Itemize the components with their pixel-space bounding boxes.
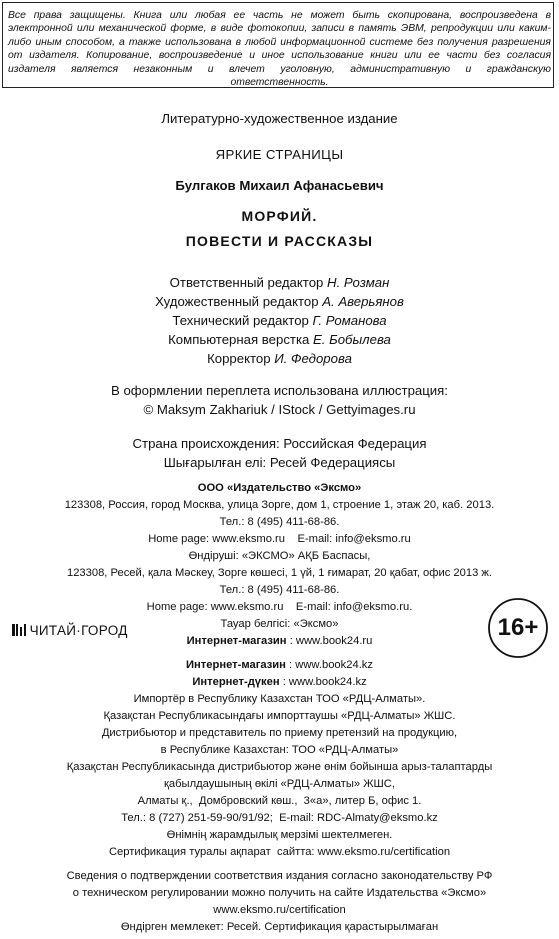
copyright-box xyxy=(2,2,554,88)
credit-person: Н. Розман xyxy=(327,275,390,290)
certification-line: Өндірген мемлекет: Ресей. Сертификация қарастырылмаған xyxy=(120,921,439,933)
credit-person: Е. Бобылева xyxy=(313,332,391,347)
shop-label: Интернет-дүкен xyxy=(192,676,280,688)
credit-line xyxy=(0,275,559,290)
illustration-credit: © Maksym Zakhariuk / IStock / Gettyimages.ru xyxy=(143,402,416,417)
distribution-line: Қазақстан Республикасындағы импорттаушы «РДЦ-Алматы» ЖШС. xyxy=(103,710,456,722)
book-title-line1: МОРФИЙ. xyxy=(241,208,318,224)
credit-role: Ответственный редактор xyxy=(169,275,328,290)
shop-url: : www.book24.ru xyxy=(286,635,373,647)
certification-line: www.eksmo.ru/certification xyxy=(213,904,346,916)
credit-role: Художественный редактор xyxy=(155,294,323,309)
shop-label: Интернет-магазин xyxy=(186,635,287,647)
credit-person: А. Аверьянов xyxy=(322,294,404,309)
certification-line: о техническом регулировании можно получить на сайте Издательства «Эксмо» xyxy=(72,887,487,899)
series-name: ЯРКИЕ СТРАНИЦЫ xyxy=(215,147,344,162)
distribution-line: қабылдаушының өкілі «РДЦ-Алматы» ЖШС, xyxy=(164,778,395,790)
credit-person: И. Федорова xyxy=(274,351,352,366)
chitai-gorod-logo xyxy=(12,621,152,639)
shop-url: : www.book24.kz xyxy=(285,659,373,671)
publisher-phone: Тел.: 8 (495) 411-68-86. xyxy=(219,516,340,528)
producer-kz: Өндіруші: «ЭКСМО» АҚБ Баспасы, xyxy=(188,550,371,562)
publisher-address: 123308, Россия, город Москва, улица Зорге, дом 1, строение 1, этаж 20, каб. 2013. xyxy=(64,499,495,511)
credit-person: Г. Романова xyxy=(312,313,387,328)
logo-bars-icon xyxy=(12,624,28,636)
distribution-line: Импортёр в Республику Казахстан ТОО «РДЦ-Алматы». xyxy=(133,693,426,705)
credit-line xyxy=(0,294,559,309)
credit-line xyxy=(0,313,559,328)
book-title-line2: ПОВЕСТИ И РАССКАЗЫ xyxy=(185,233,374,249)
credit-role: Технический редактор xyxy=(172,313,313,328)
shop-label: Интернет-магазин xyxy=(186,659,286,671)
credit-role: Корректор xyxy=(207,351,275,366)
illustration-note: В оформлении переплета использована иллюстрация: xyxy=(111,383,448,398)
copyright-notice: Все права защищены. Книга или любая ее часть не может быть скопирована, воспроизведена в электронной или механической форме, в виде фотокопии, записи в память ЭВМ, репродукции или каким-либо иным способом, а также использована в любой информационной системе без получения разрешения от издателя. Копирование, воспроизведение и иное использование книги или ее части без согласия издателя является незаконным и влечет уголовную, административную и гражданскую ответственность. xyxy=(8,10,551,89)
author-name: Булгаков Михаил Афанасьевич xyxy=(175,178,384,193)
age-rating-badge xyxy=(484,596,552,660)
distribution-line: Дистрибьютор и представитель по приему претензий на продукцию, xyxy=(101,727,458,739)
distribution-line: в Республике Казахстан: ТОО «РДЦ-Алматы» xyxy=(160,744,399,756)
publisher-phone-kz: Тел.: 8 (495) 411-68-86. xyxy=(219,584,340,596)
credit-line xyxy=(0,351,559,366)
credit-role: Компьютерная верстка xyxy=(168,332,314,347)
certification-line: Сведения о подтверждении соответствия издания согласно законодательству РФ xyxy=(66,870,493,882)
distribution-line: Тел.: 8 (727) 251-59-90/91/92; E-mail: RDC-Almaty@eksmo.kz xyxy=(121,812,438,824)
distribution-line: Қазақстан Республикасында дистрибьютор және өнім бойынша арыз-талаптарды xyxy=(66,761,493,773)
origin-country-kz: Шығарылған елі: Ресей Федерациясы xyxy=(163,455,396,470)
publisher-name: ООО «Издательство «Эксмо» xyxy=(197,482,362,494)
publisher-address-kz: 123308, Ресей, қала Мәскеу, Зорге көшесі, 1 үй, 1 ғимарат, 20 қабат, офис 2013 ж. xyxy=(66,567,493,579)
distribution-line: Сертификация туралы ақпарат сайтта: www.eksmo.ru/certification xyxy=(108,846,451,858)
credit-line xyxy=(0,332,559,347)
online-shop-kz xyxy=(0,659,559,671)
publisher-web: Home page: www.eksmo.ru E-mail: info@eksmo.ru xyxy=(148,533,411,545)
edition-type: Литературно-художественное издание xyxy=(161,111,398,126)
age-rating-text: 16+ xyxy=(497,614,539,641)
shop-url: : www.book24.kz xyxy=(279,676,367,688)
distribution-line: Алматы қ., Домбровский көш., 3«а», литер Б, офис 1. xyxy=(137,795,422,807)
trademark-kz: Тауар белгісі: «Эксмо» xyxy=(220,618,339,630)
distribution-line: Өнімнің жарамдылық мерзімі шектелмеген. xyxy=(166,829,393,841)
logo-text: ЧИТАЙ·ГОРОД xyxy=(29,622,128,638)
online-shop-kz-2 xyxy=(0,676,559,688)
origin-country: Страна происхождения: Российская Федерация xyxy=(132,436,427,451)
publisher-web-kz: Home page: www.eksmo.ru E-mail: info@eksmo.ru. xyxy=(146,601,413,613)
